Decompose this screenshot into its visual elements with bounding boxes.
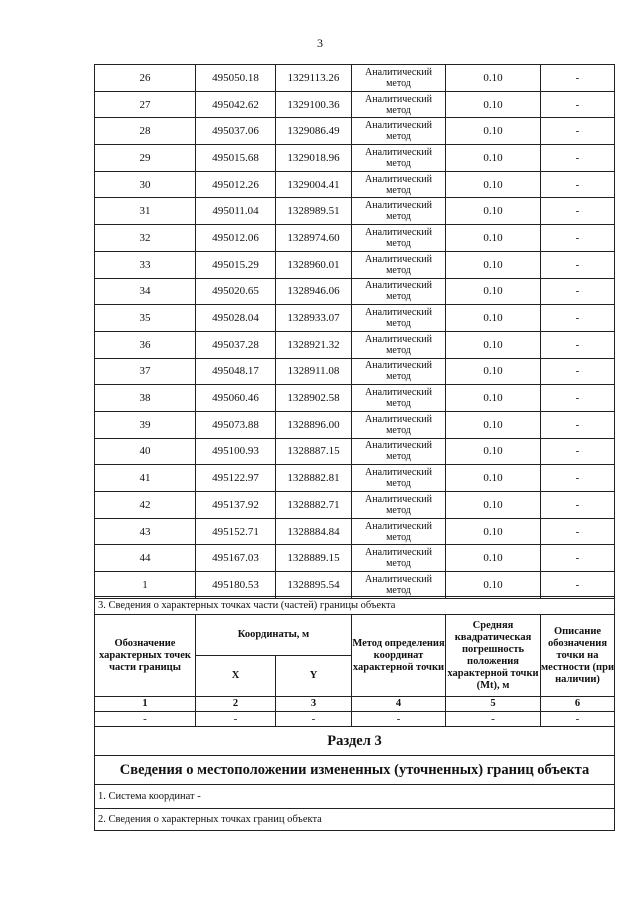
coord-x-cell: 495100.93 bbox=[196, 438, 276, 465]
point-number-cell: 43 bbox=[95, 518, 196, 545]
coord-x-cell: 495180.53 bbox=[196, 572, 276, 599]
coord-y-cell: 1328960.01 bbox=[276, 251, 352, 278]
empty-cell: - bbox=[446, 712, 541, 727]
coord-y-cell: 1328989.51 bbox=[276, 198, 352, 225]
method-cell: Аналитический метод bbox=[352, 225, 446, 252]
method-cell: Аналитический метод bbox=[352, 545, 446, 572]
coord-x-cell: 495012.06 bbox=[196, 225, 276, 252]
error-value-cell: 0.10 bbox=[446, 465, 541, 492]
table-row bbox=[95, 225, 615, 252]
header-y: Y bbox=[276, 656, 352, 697]
coord-x-cell: 495037.28 bbox=[196, 331, 276, 358]
description-cell: - bbox=[541, 145, 615, 172]
empty-cell: - bbox=[541, 712, 615, 727]
error-value-cell: 0.10 bbox=[446, 358, 541, 385]
coord-x-cell: 495011.04 bbox=[196, 198, 276, 225]
coord-x-cell: 495167.03 bbox=[196, 545, 276, 572]
error-value-cell: 0.10 bbox=[446, 145, 541, 172]
coord-y-cell: 1328887.15 bbox=[276, 438, 352, 465]
header-error: Средняя квадратическая погрешность положения характерной точки (Mt), м bbox=[446, 615, 541, 697]
header-description: Описание обозначения точки на местности (при наличии) bbox=[541, 615, 615, 697]
section-subtitle: Сведения о местоположении измененных (уточненных) границ объекта bbox=[95, 756, 615, 785]
method-cell: Аналитический метод bbox=[352, 65, 446, 92]
col-number: 3 bbox=[276, 697, 352, 712]
page-number: 3 bbox=[317, 36, 323, 50]
point-number-cell: 41 bbox=[95, 465, 196, 492]
description-cell: - bbox=[541, 492, 615, 519]
table-row bbox=[95, 411, 615, 438]
coord-x-cell: 495073.88 bbox=[196, 411, 276, 438]
error-value-cell: 0.10 bbox=[446, 65, 541, 92]
coord-y-cell: 1329018.96 bbox=[276, 145, 352, 172]
col-number: 5 bbox=[446, 697, 541, 712]
table-row bbox=[95, 545, 615, 572]
method-cell: Аналитический метод bbox=[352, 145, 446, 172]
col-number: 1 bbox=[95, 697, 196, 712]
point-number-cell: 36 bbox=[95, 331, 196, 358]
method-cell: Аналитический метод bbox=[352, 251, 446, 278]
description-cell: - bbox=[541, 572, 615, 599]
point-number-cell: 39 bbox=[95, 411, 196, 438]
table-row bbox=[95, 518, 615, 545]
coordinates-table bbox=[94, 64, 615, 599]
error-value-cell: 0.10 bbox=[446, 171, 541, 198]
method-cell: Аналитический метод bbox=[352, 171, 446, 198]
coord-y-cell: 1328896.00 bbox=[276, 411, 352, 438]
description-cell: - bbox=[541, 171, 615, 198]
description-cell: - bbox=[541, 198, 615, 225]
description-cell: - bbox=[541, 225, 615, 252]
coord-x-cell: 495042.62 bbox=[196, 91, 276, 118]
point-number-cell: 28 bbox=[95, 118, 196, 145]
table-row bbox=[95, 331, 615, 358]
method-cell: Аналитический метод bbox=[352, 411, 446, 438]
method-cell: Аналитический метод bbox=[352, 518, 446, 545]
method-cell: Аналитический метод bbox=[352, 118, 446, 145]
error-value-cell: 0.10 bbox=[446, 572, 541, 599]
description-cell: - bbox=[541, 305, 615, 332]
description-cell: - bbox=[541, 465, 615, 492]
table-row bbox=[95, 65, 615, 92]
coord-x-cell: 495122.97 bbox=[196, 465, 276, 492]
point-number-cell: 30 bbox=[95, 171, 196, 198]
boundary-points-line: 2. Сведения о характерных точках границ объекта bbox=[95, 809, 615, 831]
point-number-cell: 1 bbox=[95, 572, 196, 599]
coord-y-cell: 1328882.71 bbox=[276, 492, 352, 519]
coord-y-cell: 1328933.07 bbox=[276, 305, 352, 332]
table-row bbox=[95, 251, 615, 278]
part-points-table bbox=[94, 596, 615, 831]
coord-x-cell: 495028.04 bbox=[196, 305, 276, 332]
coord-x-cell: 495152.71 bbox=[196, 518, 276, 545]
header-method: Метод определения координат характерной точки bbox=[352, 615, 446, 697]
coord-y-cell: 1329004.41 bbox=[276, 171, 352, 198]
coord-y-cell: 1328946.06 bbox=[276, 278, 352, 305]
point-number-cell: 26 bbox=[95, 65, 196, 92]
error-value-cell: 0.10 bbox=[446, 411, 541, 438]
description-cell: - bbox=[541, 278, 615, 305]
method-cell: Аналитический метод bbox=[352, 385, 446, 412]
table-row bbox=[95, 465, 615, 492]
description-cell: - bbox=[541, 545, 615, 572]
description-cell: - bbox=[541, 385, 615, 412]
coord-y-cell: 1328921.32 bbox=[276, 331, 352, 358]
description-cell: - bbox=[541, 91, 615, 118]
method-cell: Аналитический метод bbox=[352, 91, 446, 118]
coord-y-cell: 1329086.49 bbox=[276, 118, 352, 145]
table-row bbox=[95, 305, 615, 332]
description-cell: - bbox=[541, 118, 615, 145]
coord-x-cell: 495137.92 bbox=[196, 492, 276, 519]
col-number: 2 bbox=[196, 697, 276, 712]
empty-cell: - bbox=[196, 712, 276, 727]
table-row bbox=[95, 198, 615, 225]
table-row bbox=[95, 118, 615, 145]
error-value-cell: 0.10 bbox=[446, 492, 541, 519]
method-cell: Аналитический метод bbox=[352, 331, 446, 358]
coord-y-cell: 1328889.15 bbox=[276, 545, 352, 572]
description-cell: - bbox=[541, 251, 615, 278]
coord-x-cell: 495015.68 bbox=[196, 145, 276, 172]
method-cell: Аналитический метод bbox=[352, 358, 446, 385]
coord-y-cell: 1329100.36 bbox=[276, 91, 352, 118]
error-value-cell: 0.10 bbox=[446, 198, 541, 225]
method-cell: Аналитический метод bbox=[352, 198, 446, 225]
error-value-cell: 0.10 bbox=[446, 225, 541, 252]
coord-x-cell: 495037.06 bbox=[196, 118, 276, 145]
description-cell: - bbox=[541, 358, 615, 385]
description-cell: - bbox=[541, 438, 615, 465]
point-number-cell: 42 bbox=[95, 492, 196, 519]
col-number: 4 bbox=[352, 697, 446, 712]
coordinate-system-line: 1. Система координат - bbox=[95, 785, 615, 809]
point-number-cell: 44 bbox=[95, 545, 196, 572]
description-cell: - bbox=[541, 411, 615, 438]
table-row bbox=[95, 438, 615, 465]
method-cell: Аналитический метод bbox=[352, 278, 446, 305]
header-x: X bbox=[196, 656, 276, 697]
error-value-cell: 0.10 bbox=[446, 385, 541, 412]
coord-y-cell: 1328902.58 bbox=[276, 385, 352, 412]
method-cell: Аналитический метод bbox=[352, 492, 446, 519]
description-cell: - bbox=[541, 65, 615, 92]
coord-y-cell: 1328974.60 bbox=[276, 225, 352, 252]
point-number-cell: 35 bbox=[95, 305, 196, 332]
header-designation: Обозначение характерных точек части границы bbox=[95, 615, 196, 697]
coord-x-cell: 495060.46 bbox=[196, 385, 276, 412]
table-row bbox=[95, 572, 615, 599]
coord-y-cell: 1328884.84 bbox=[276, 518, 352, 545]
table-row bbox=[95, 358, 615, 385]
col-number: 6 bbox=[541, 697, 615, 712]
error-value-cell: 0.10 bbox=[446, 545, 541, 572]
coord-y-cell: 1328895.54 bbox=[276, 572, 352, 599]
section-caption: 3. Сведения о характерных точках части (частей) границы объекта bbox=[95, 597, 615, 615]
table-row bbox=[95, 171, 615, 198]
error-value-cell: 0.10 bbox=[446, 251, 541, 278]
point-number-cell: 40 bbox=[95, 438, 196, 465]
table-row bbox=[95, 91, 615, 118]
error-value-cell: 0.10 bbox=[446, 438, 541, 465]
error-value-cell: 0.10 bbox=[446, 331, 541, 358]
table-row bbox=[95, 145, 615, 172]
point-number-cell: 38 bbox=[95, 385, 196, 412]
error-value-cell: 0.10 bbox=[446, 518, 541, 545]
error-value-cell: 0.10 bbox=[446, 118, 541, 145]
point-number-cell: 27 bbox=[95, 91, 196, 118]
description-cell: - bbox=[541, 518, 615, 545]
header-coordinates: Координаты, м bbox=[196, 615, 352, 656]
coord-y-cell: 1328911.08 bbox=[276, 358, 352, 385]
point-number-cell: 31 bbox=[95, 198, 196, 225]
coord-x-cell: 495020.65 bbox=[196, 278, 276, 305]
coord-x-cell: 495012.26 bbox=[196, 171, 276, 198]
coord-y-cell: 1329113.26 bbox=[276, 65, 352, 92]
method-cell: Аналитический метод bbox=[352, 438, 446, 465]
coord-x-cell: 495048.17 bbox=[196, 358, 276, 385]
empty-cell: - bbox=[352, 712, 446, 727]
coord-y-cell: 1328882.81 bbox=[276, 465, 352, 492]
error-value-cell: 0.10 bbox=[446, 305, 541, 332]
method-cell: Аналитический метод bbox=[352, 305, 446, 332]
point-number-cell: 29 bbox=[95, 145, 196, 172]
empty-cell: - bbox=[276, 712, 352, 727]
table-row bbox=[95, 278, 615, 305]
method-cell: Аналитический метод bbox=[352, 572, 446, 599]
empty-cell: - bbox=[95, 712, 196, 727]
error-value-cell: 0.10 bbox=[446, 91, 541, 118]
method-cell: Аналитический метод bbox=[352, 465, 446, 492]
point-number-cell: 37 bbox=[95, 358, 196, 385]
table-row bbox=[95, 492, 615, 519]
description-cell: - bbox=[541, 331, 615, 358]
point-number-cell: 33 bbox=[95, 251, 196, 278]
point-number-cell: 34 bbox=[95, 278, 196, 305]
point-number-cell: 32 bbox=[95, 225, 196, 252]
table-row bbox=[95, 385, 615, 412]
coord-x-cell: 495050.18 bbox=[196, 65, 276, 92]
section-title: Раздел 3 bbox=[95, 727, 615, 756]
error-value-cell: 0.10 bbox=[446, 278, 541, 305]
coord-x-cell: 495015.29 bbox=[196, 251, 276, 278]
